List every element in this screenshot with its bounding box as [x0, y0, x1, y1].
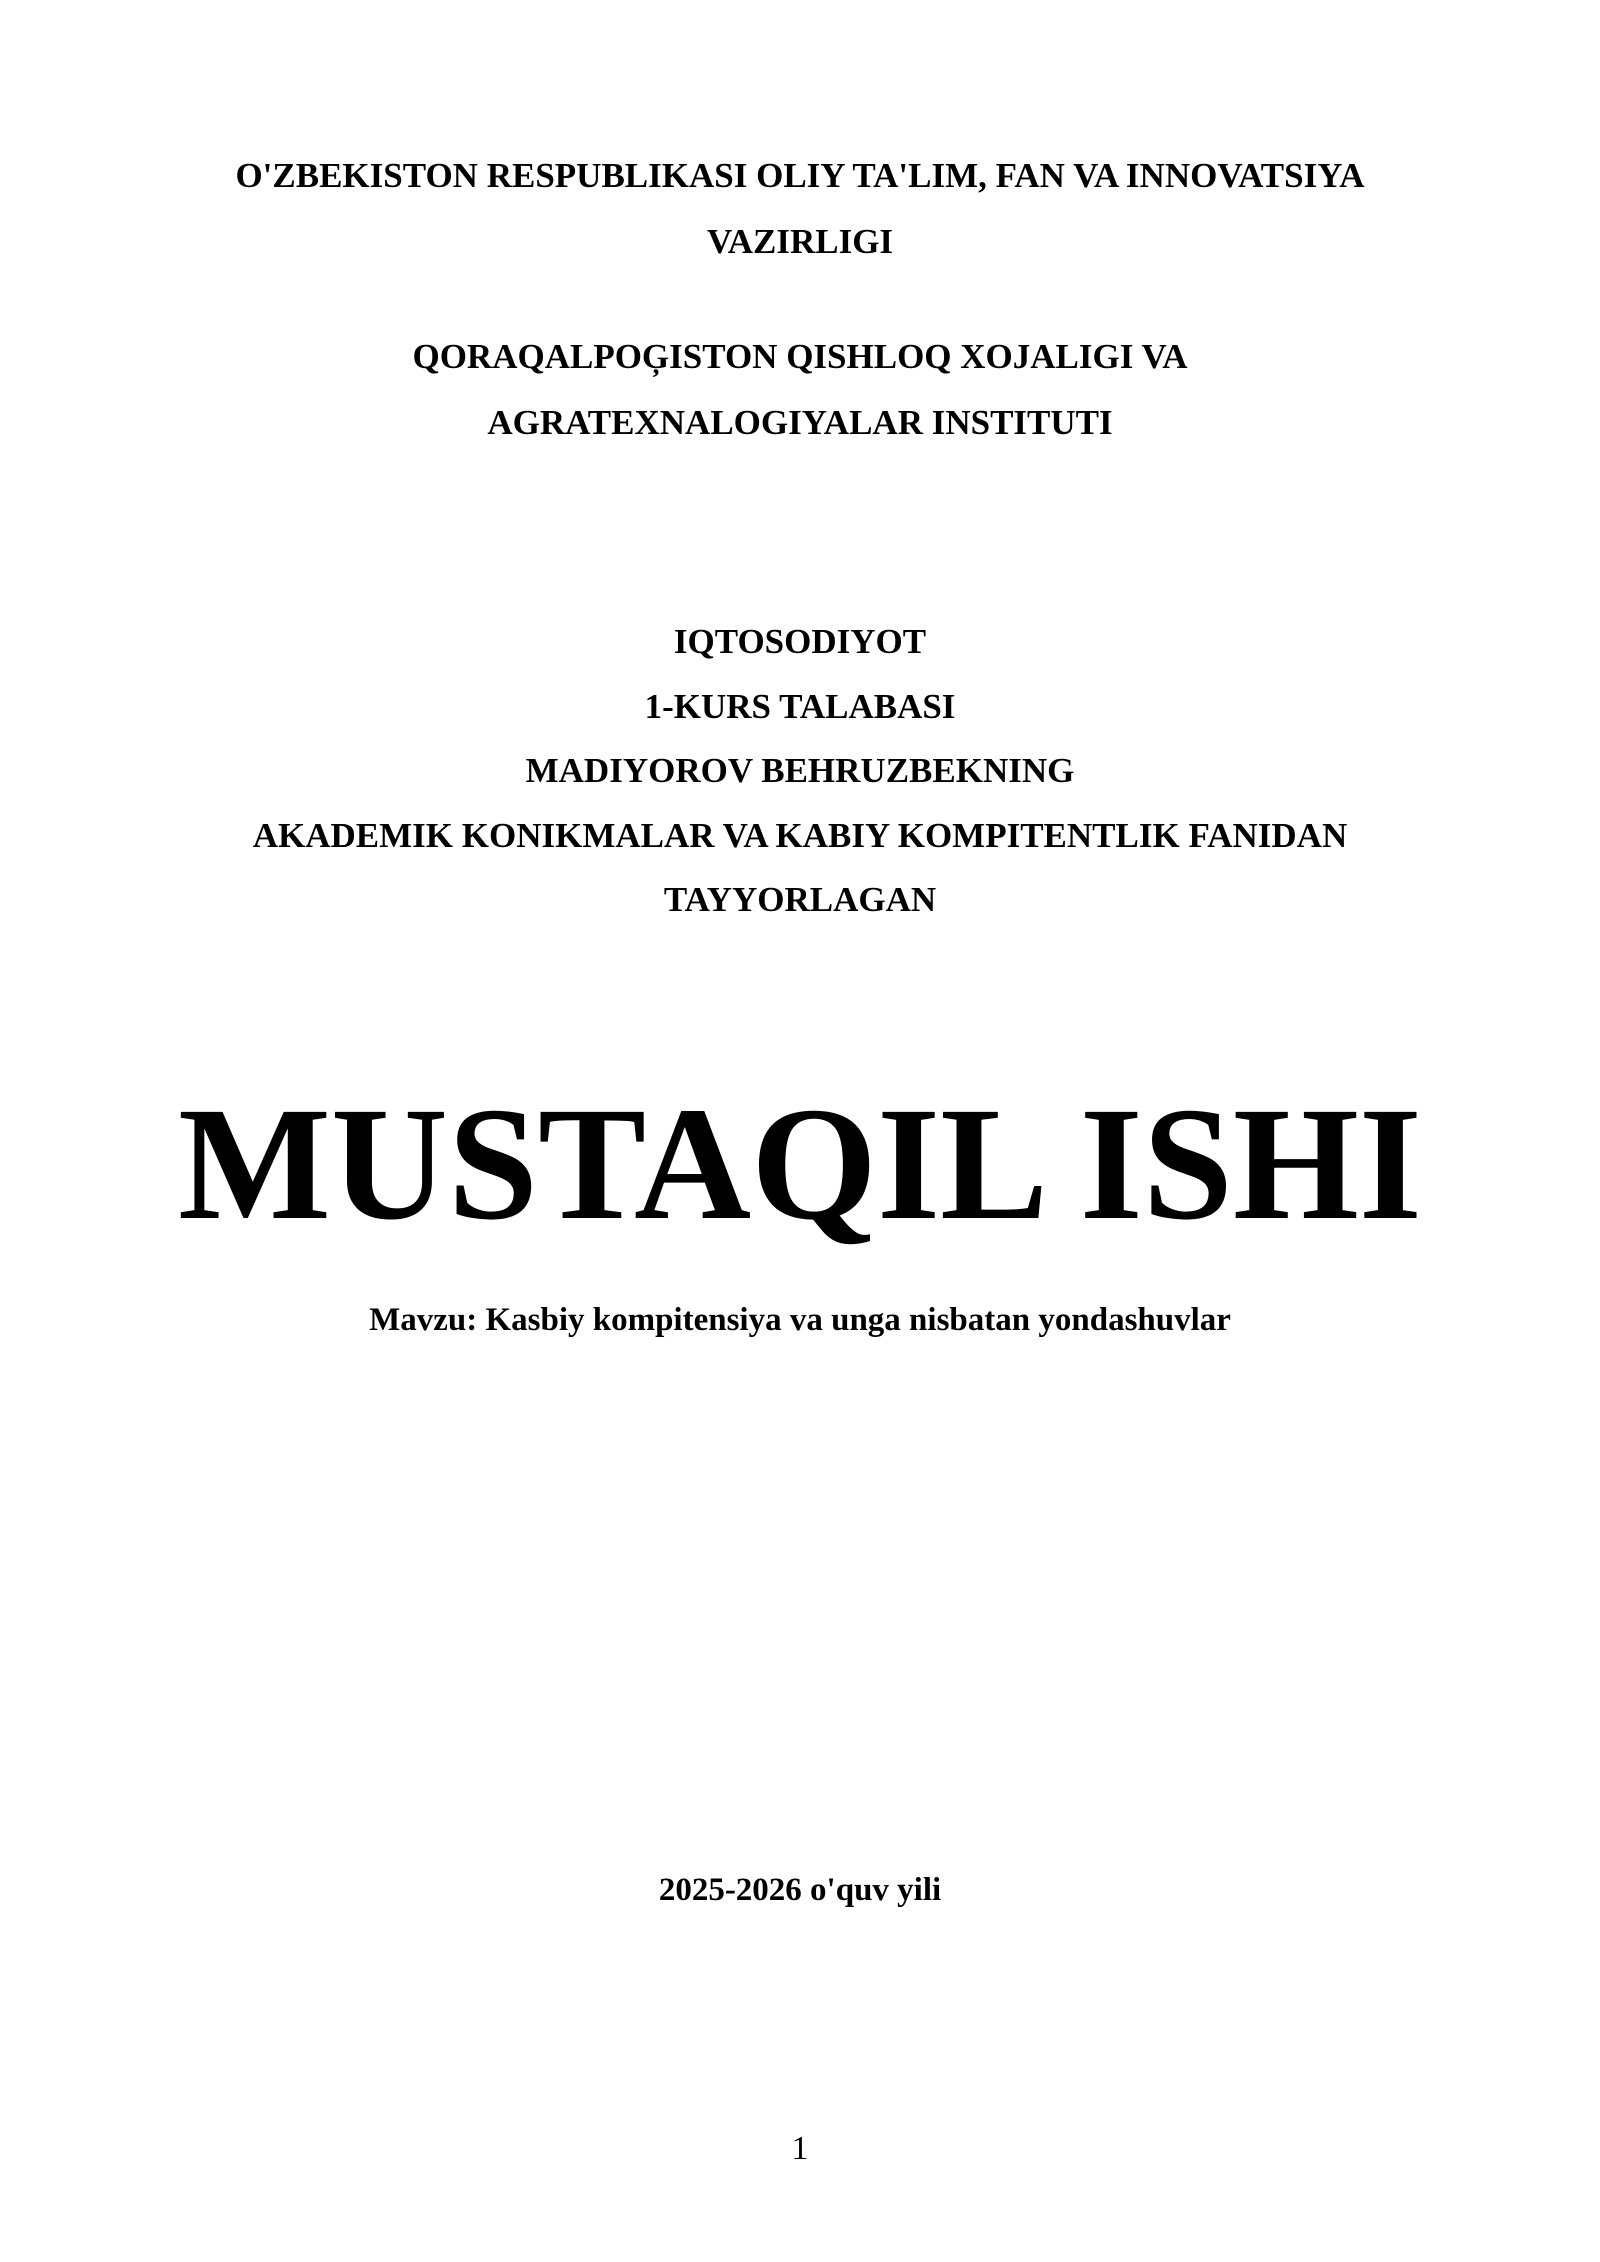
- institute-line-1: QORAQALPOĢISTON QISHLOQ XOJALIGI VA: [412, 337, 1188, 376]
- document-title: MUSTAQIL ISHI: [178, 1075, 1422, 1254]
- faculty-line: IQTOSODIYOT: [673, 622, 927, 661]
- student-name-line: MADIYOROV BEHRUZBEKNING: [525, 751, 1075, 790]
- ministry-line-1: O'ZBEKISTON RESPUBLIKASI OLIY TA'LIM, FAN VA INNOVATSIYA: [235, 156, 1365, 195]
- course-line: 1-KURS TALABASI: [644, 687, 956, 726]
- page-number: 1: [791, 2130, 809, 2167]
- ministry-line-2: VAZIRLIGI: [706, 222, 894, 261]
- prepared-line: TAYYORLAGAN: [663, 880, 937, 919]
- institute-line-2: AGRATEXNALOGIYALAR INSTITUTI: [487, 403, 1113, 442]
- academic-year: 2025-2026 o'quv yili: [658, 1872, 942, 1908]
- topic-line: Mavzu: Kasbiy kompitensiya va unga nisbatan yondashuvlar: [369, 1302, 1231, 1338]
- subject-course-line: AKADEMIK KONIKMALAR VA KABIY KOMPITENTLIK FANIDAN: [252, 816, 1348, 855]
